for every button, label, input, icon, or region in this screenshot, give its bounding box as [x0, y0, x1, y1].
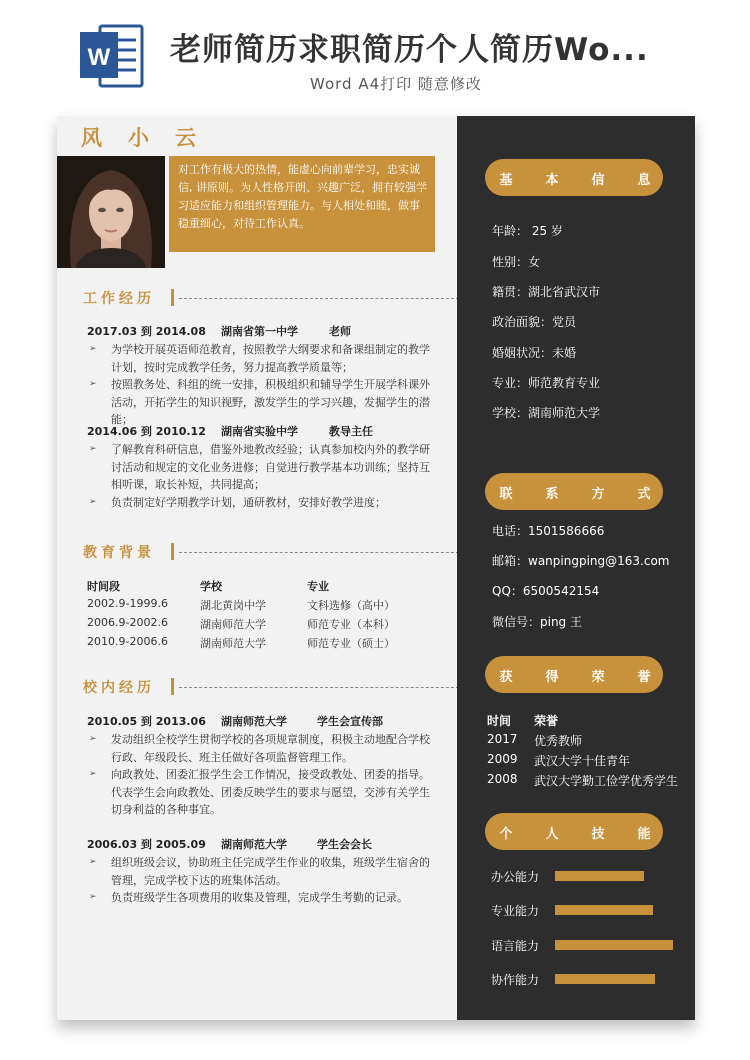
resume-page: [57, 116, 695, 1020]
skill-label: 语言能力: [491, 939, 540, 953]
skill-label: 办公能力: [491, 870, 540, 884]
contact-item: 微信号：ping 王: [492, 615, 582, 629]
campus-section-title: 校内经历: [83, 680, 155, 696]
education-section-header: [83, 542, 439, 562]
campus-role: 学生会宣传部: [317, 715, 383, 728]
contact-item: 电话：1501586666: [492, 524, 605, 538]
education-section-title: 教育背景: [83, 545, 155, 561]
pill-char: 信: [591, 173, 605, 188]
campus-org: 湖南师范大学: [221, 838, 287, 851]
column-header: 时间段: [87, 580, 120, 593]
skill-fill: [555, 974, 655, 984]
self-introduction: 对工作有极大的热情，能虚心向前辈学习，忠实诚信, 讲原则。为人性格开朗、兴趣广泛，拥有较强学习适应能力和组织管理能力。与人相处和睦，做事稳重细心，对待工作认真。: [169, 156, 435, 252]
table-cell: 2002.9-1999.6: [87, 597, 168, 610]
job-period: 2014.06 到 2010.12: [87, 425, 206, 438]
table-cell: 湖北黄岗中学: [200, 599, 266, 612]
basic-info-item: 年龄： 25 岁: [492, 224, 563, 238]
job-header: [87, 323, 351, 339]
pill-char: 息: [637, 173, 651, 188]
table-cell: 文科选修（高中）: [307, 599, 395, 612]
job-role: 教导主任: [329, 425, 373, 438]
pill-char: 式: [637, 487, 651, 502]
skill-fill: [555, 905, 653, 915]
basic-info-header: [485, 159, 663, 196]
honor-year: 2017: [487, 732, 518, 746]
list-item: ➢ 按照教务处、科组的统一安排，积极组织和辅导学生开展学科课外活动，开拓学生的知识视野，激发学生的学习兴趣，发掘学生的潜能；: [89, 376, 435, 429]
table-cell: 2010.9-2006.6: [87, 635, 168, 648]
skill-bar: [555, 974, 673, 984]
right-column: [457, 116, 695, 1020]
skill-fill: [555, 940, 673, 950]
skills-header: [485, 813, 663, 850]
section-divider: [179, 552, 464, 553]
job-org: 湖南省实验中学: [221, 425, 298, 438]
honor-year: 2009: [487, 752, 518, 766]
column-header: 学校: [200, 580, 222, 593]
word-icon: [78, 22, 146, 90]
list-item: ➢ 为学校开展英语师范教育，按照教学大纲要求和备课组制定的教学计划，按时完成教学任务，努力提高教学质量等；: [89, 341, 435, 376]
campus-bullets: [89, 854, 435, 907]
resume-name: 风小云: [81, 126, 222, 150]
section-divider: [179, 687, 464, 688]
campus-section-header: [83, 677, 439, 697]
basic-info-item: 学校：湖南师范大学: [492, 406, 601, 420]
pill-char: 能: [637, 827, 651, 842]
pill-char: 获: [499, 670, 513, 685]
job-header: [87, 423, 373, 439]
basic-info-item: 婚姻状况：未婚: [492, 346, 577, 360]
job-role: 老师: [329, 325, 351, 338]
table-cell: 湖南师范大学: [200, 618, 266, 631]
document-subtitle: Word A4打印 随意修改: [310, 75, 482, 93]
contact-item: QQ：6500542154: [492, 584, 600, 598]
campus-bullets: [89, 731, 435, 819]
basic-info-item: 政治面貌：党员: [492, 315, 577, 329]
column-header: 专业: [307, 580, 329, 593]
job-org: 湖南省第一中学: [221, 325, 298, 338]
section-marker: [171, 678, 174, 695]
pill-char: 个: [499, 827, 513, 842]
work-section-title: 工作经历: [83, 291, 155, 307]
list-item: ➢ 组织班级会议，协助班主任完成学生作业的收集，班级学生宿舍的管理，完成学校下达的班集体活动。: [89, 854, 435, 889]
job-bullets: [89, 341, 435, 429]
pill-char: 基: [499, 173, 513, 188]
pill-char: 得: [545, 670, 559, 685]
honor-name: 武汉大学勤工俭学优秀学生: [534, 774, 679, 788]
column-header: 时间: [487, 714, 512, 728]
pill-char: 联: [499, 487, 513, 502]
honors-header: [485, 656, 663, 693]
pill-char: 荣: [591, 670, 605, 685]
document-title: 老师简历求职简历个人简历Wo...: [170, 32, 649, 68]
list-item: ➢ 了解教育科研信息，借鉴外地教改经验；认真参加校内外的教学研讨活动和规定的文化业务进修；自觉进行教学基本功训练；坚持互相听课，取长补短，共同提高；: [89, 441, 435, 494]
pill-char: 技: [591, 827, 605, 842]
basic-info-item: 性别：女: [492, 255, 541, 269]
skill-fill: [555, 871, 644, 881]
pill-char: 方: [591, 487, 605, 502]
table-cell: 师范专业（硕士）: [307, 637, 395, 650]
skill-bar: [555, 871, 673, 881]
profile-photo: [57, 156, 165, 268]
work-section-header: [83, 288, 439, 308]
contact-item: 邮箱：wanpingping@163.com: [492, 554, 670, 568]
skill-label: 协作能力: [491, 973, 540, 987]
skill-label: 专业能力: [491, 904, 540, 918]
campus-item-header: [87, 836, 372, 852]
honor-name: 优秀教师: [534, 734, 583, 748]
campus-org: 湖南师范大学: [221, 715, 287, 728]
skill-bar: [555, 940, 673, 950]
pill-char: 系: [545, 487, 559, 502]
section-marker: [171, 289, 174, 306]
campus-period: 2010.05 到 2013.06: [87, 715, 206, 728]
table-cell: 湖南师范大学: [200, 637, 266, 650]
skill-bar: [555, 905, 673, 915]
list-item: ➢ 负责班级学生各项费用的收集及管理，完成学生考勤的记录。: [89, 889, 435, 907]
campus-role: 学生会会长: [317, 838, 372, 851]
list-item: ➢ 发动组织全校学生贯彻学校的各项规章制度，积极主动地配合学校行政、年级段长、班主任做好各项监督管理工作。: [89, 731, 435, 766]
list-item: ➢ 负责制定好学期教学计划，通研教材，安排好教学进度；: [89, 494, 435, 512]
campus-period: 2006.03 到 2005.09: [87, 838, 206, 851]
table-cell: 2006.9-2002.6: [87, 616, 168, 629]
pill-char: 本: [545, 173, 559, 188]
svg-text:W: W: [87, 44, 111, 71]
list-item: ➢ 向政教处、团委汇报学生会工作情况，接受政教处、团委的指导。代表学生会向政教处、团委反映学生的要求与愿望，交涉有关学生切身利益的各种事宜。: [89, 766, 435, 819]
column-header: 荣誉: [534, 714, 559, 728]
honor-name: 武汉大学十佳青年: [534, 754, 631, 768]
campus-item-header: [87, 713, 383, 729]
table-cell: 师范专业（本科）: [307, 618, 395, 631]
left-column: [57, 116, 457, 1020]
honor-year: 2008: [487, 772, 518, 786]
job-bullets: [89, 441, 435, 511]
contact-header: [485, 473, 663, 510]
job-period: 2017.03 到 2014.08: [87, 325, 206, 338]
basic-info-item: 籍贯：湖北省武汉市: [492, 285, 601, 299]
section-marker: [171, 543, 174, 560]
pill-char: 人: [545, 827, 559, 842]
section-divider: [179, 298, 464, 299]
basic-info-item: 专业：师范教育专业: [492, 376, 601, 390]
pill-char: 誉: [637, 670, 651, 685]
